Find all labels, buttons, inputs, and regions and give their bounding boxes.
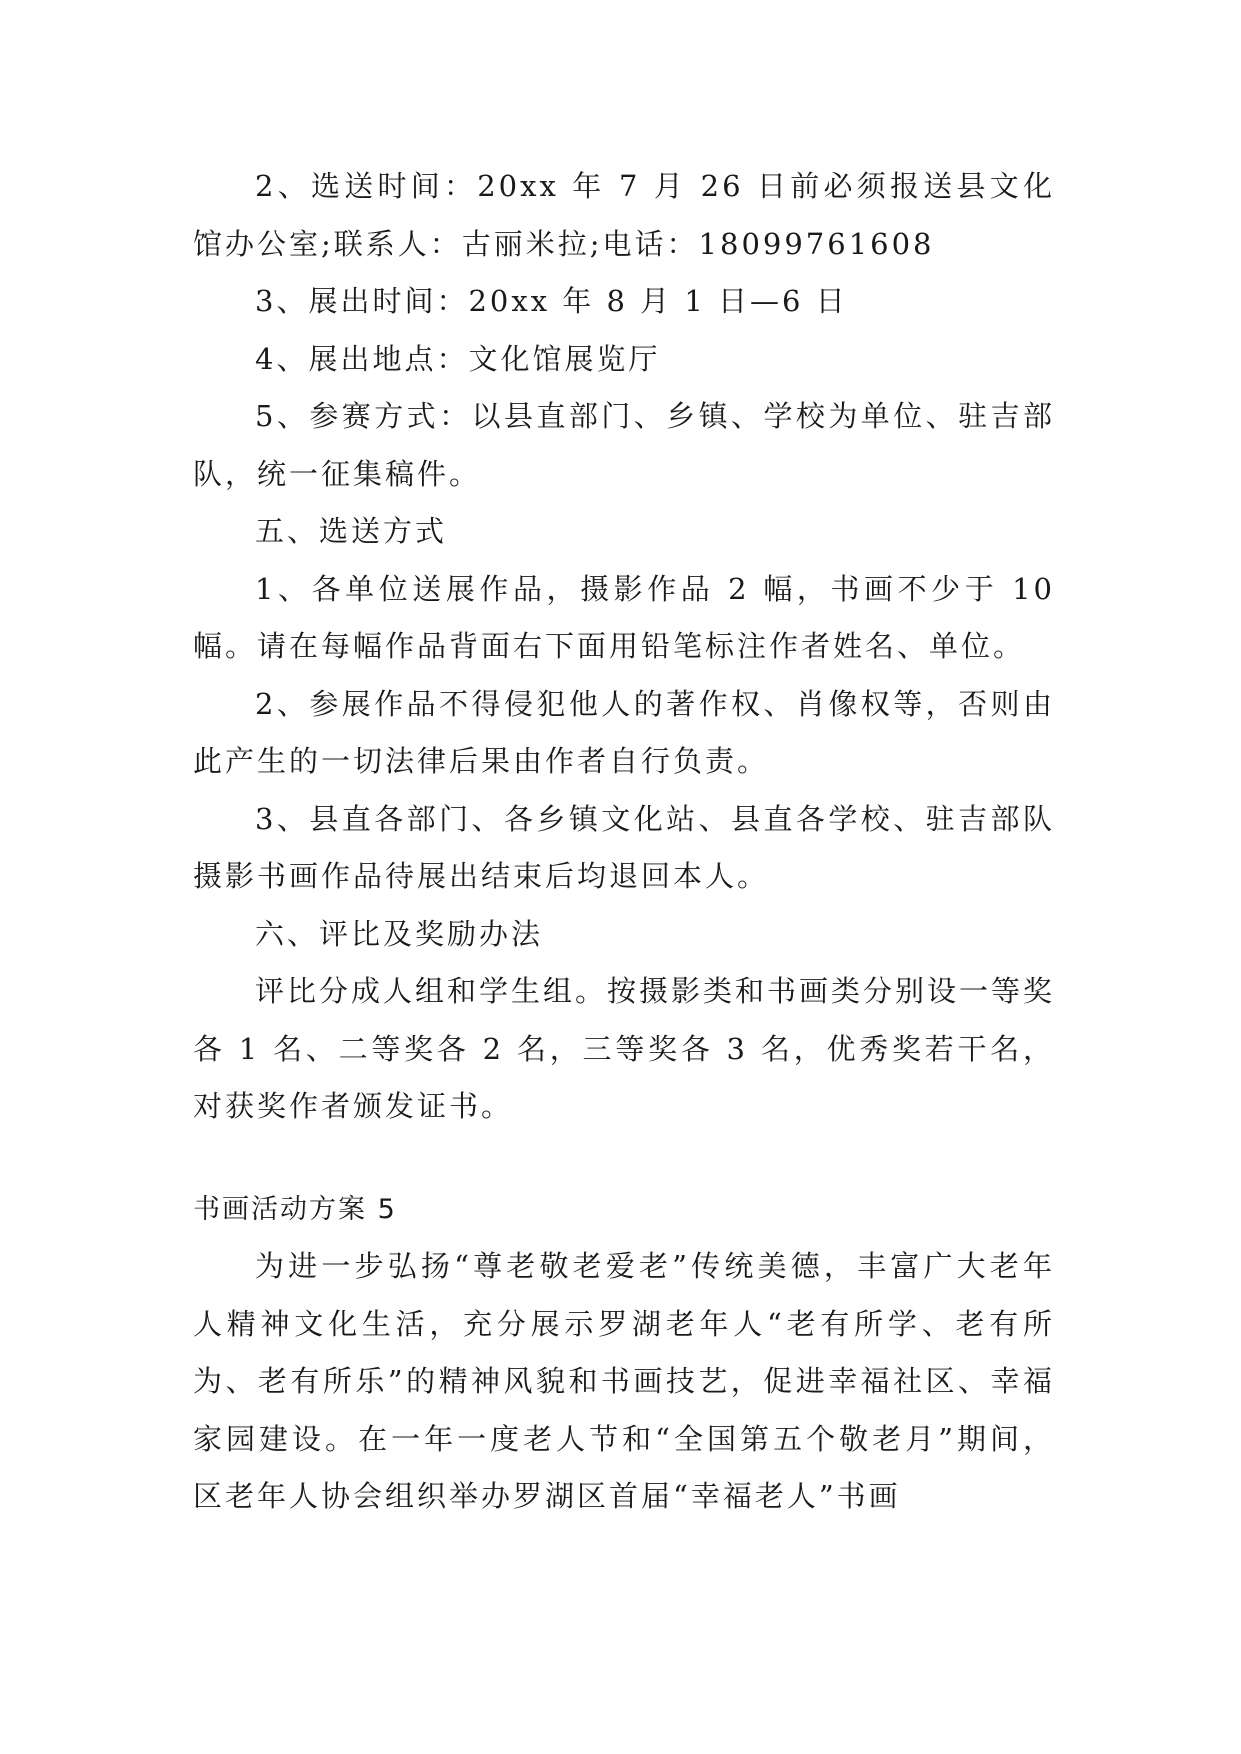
paragraph-intro: 为进一步弘扬“尊老敬老爱老”传统美德，丰富广大老年人精神文化生活，充分展示罗湖老年人“老有所学、老有所为、老有所乐”的精神风貌和书画技艺，促进幸福社区、幸福家园建设。在一年一度老人节和“全国第五个敬老月”期间，区老年人协会组织举办罗湖区首届“幸福老人”书画: [193, 1249, 1055, 1513]
paragraph-submission-rule-1: 1、各单位送展作品，摄影作品 2 幅，书画不少于 10 幅。请在每幅作品背面右下面用铅笔标注作者姓名、单位。: [193, 571, 1055, 663]
section-title: 书画活动方案 5: [193, 1193, 397, 1225]
paragraph-submission-rule-3: 3、县直各部门、各乡镇文化站、县直各学校、驻吉部队摄影书画作品待展出结束后均退回本人。: [193, 801, 1055, 893]
paragraph-submission-time: 2、选送时间：20xx 年 7 月 26 日前必须报送县文化馆办公室;联系人：古丽米拉;电话：18099761608: [193, 169, 1055, 261]
paragraph-exhibition-time: 3、展出时间：20xx 年 8 月 1 日—6 日: [255, 284, 848, 318]
paragraph-awards: 评比分成人组和学生组。按摄影类和书画类分别设一等奖各 1 名、二等奖各 2 名，三等奖各 3 名，优秀奖若干名，对获奖作者颁发证书。: [193, 974, 1056, 1123]
heading-submission-method: 五、选送方式: [255, 514, 448, 548]
heading-awards: 六、评比及奖励办法: [255, 916, 544, 951]
paragraph-entry-method: 5、参赛方式：以县直部门、乡镇、学校为单位、驻吉部队，统一征集稿件。: [193, 399, 1055, 491]
paragraph-exhibition-venue: 4、展出地点：文化馆展览厅: [255, 341, 661, 376]
paragraph-submission-rule-2: 2、参展作品不得侵犯他人的著作权、肖像权等，否则由此产生的一切法律后果由作者自行负责。: [193, 686, 1055, 778]
document-body: [193, 158, 1055, 1526]
